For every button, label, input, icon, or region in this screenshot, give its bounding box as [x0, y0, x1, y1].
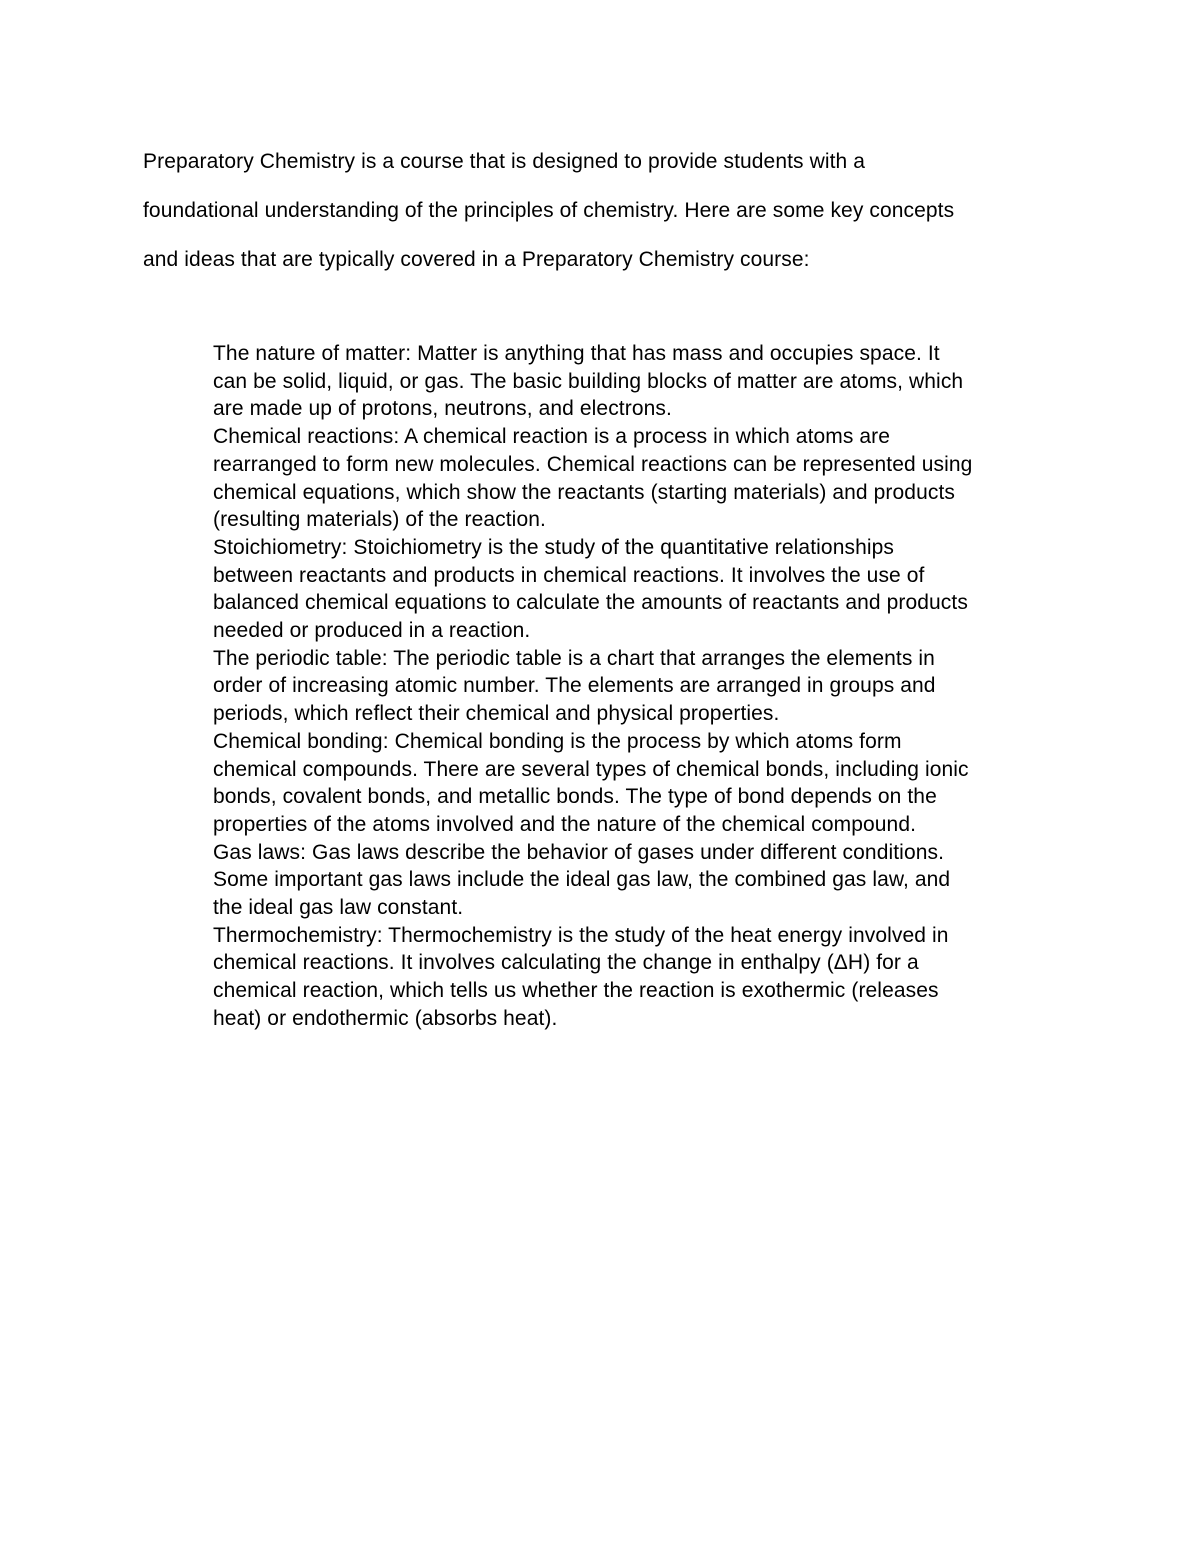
- concept-line: (resulting materials) of the reaction.: [213, 508, 546, 532]
- concept-nature-of-matter: [213, 340, 1093, 423]
- concept-line: The nature of matter: Matter is anything that has mass and occupies space. It: [213, 342, 940, 365]
- concept-line: chemical compounds. There are several types of chemical bonds, including ionic: [213, 757, 969, 781]
- concept-line: the ideal gas law constant.: [213, 896, 464, 920]
- concept-line: are made up of protons, neutrons, and electrons.: [213, 397, 672, 421]
- concept-line: chemical reaction, which tells us whether the reaction is exothermic (releases: [213, 979, 939, 1003]
- concept-chemical-reactions: [213, 423, 1093, 534]
- concept-line: bonds, covalent bonds, and metallic bonds. The type of bond depends on the: [213, 785, 937, 809]
- concept-periodic-table: [213, 645, 1093, 728]
- intro-line: foundational understanding of the principles of chemistry. Here are some key concepts: [143, 199, 955, 222]
- concept-line: chemical reactions. It involves calculating the change in enthalpy (ΔH) for a: [213, 951, 919, 975]
- concept-line: Some important gas laws include the ideal gas law, the combined gas law, and: [213, 868, 951, 892]
- concept-line: Gas laws: Gas laws describe the behavior of gases under different conditions.: [213, 840, 945, 864]
- intro-paragraph: [143, 137, 1083, 284]
- concept-list: [213, 340, 1093, 1033]
- concept-line: order of increasing atomic number. The elements are arranged in groups and: [213, 674, 936, 698]
- concept-line: The periodic table: The periodic table is a chart that arranges the elements in: [213, 646, 935, 670]
- concept-line: Chemical bonding: Chemical bonding is the process by which atoms form: [213, 729, 902, 753]
- concept-chemical-bonding: [213, 728, 1093, 839]
- concept-line: between reactants and products in chemical reactions. It involves the use of: [213, 563, 925, 587]
- concept-stoichiometry: [213, 534, 1093, 645]
- concept-line: periods, which reflect their chemical and physical properties.: [213, 702, 780, 726]
- concept-line: chemical equations, which show the reactants (starting materials) and products: [213, 480, 955, 504]
- concept-line: Chemical reactions: A chemical reaction is a process in which atoms are: [213, 425, 891, 449]
- concept-line: Thermochemistry: Thermochemistry is the study of the heat energy involved in: [213, 923, 949, 947]
- intro-line: and ideas that are typically covered in a Preparatory Chemistry course:: [143, 248, 810, 271]
- concept-line: needed or produced in a reaction.: [213, 619, 531, 643]
- concept-line: can be solid, liquid, or gas. The basic building blocks of matter are atoms, which: [213, 369, 964, 393]
- concept-thermochemistry: [213, 922, 1093, 1033]
- concept-line: properties of the atoms involved and the nature of the chemical compound.: [213, 812, 917, 836]
- concept-line: rearranged to form new molecules. Chemical reactions can be represented using: [213, 452, 973, 476]
- intro-line: Preparatory Chemistry is a course that is designed to provide students with a: [143, 150, 866, 173]
- concept-line: Stoichiometry: Stoichiometry is the study of the quantitative relationships: [213, 535, 894, 559]
- concept-line: balanced chemical equations to calculate the amounts of reactants and products: [213, 591, 968, 615]
- concept-line: heat) or endothermic (absorbs heat).: [213, 1006, 558, 1030]
- concept-gas-laws: [213, 839, 1093, 922]
